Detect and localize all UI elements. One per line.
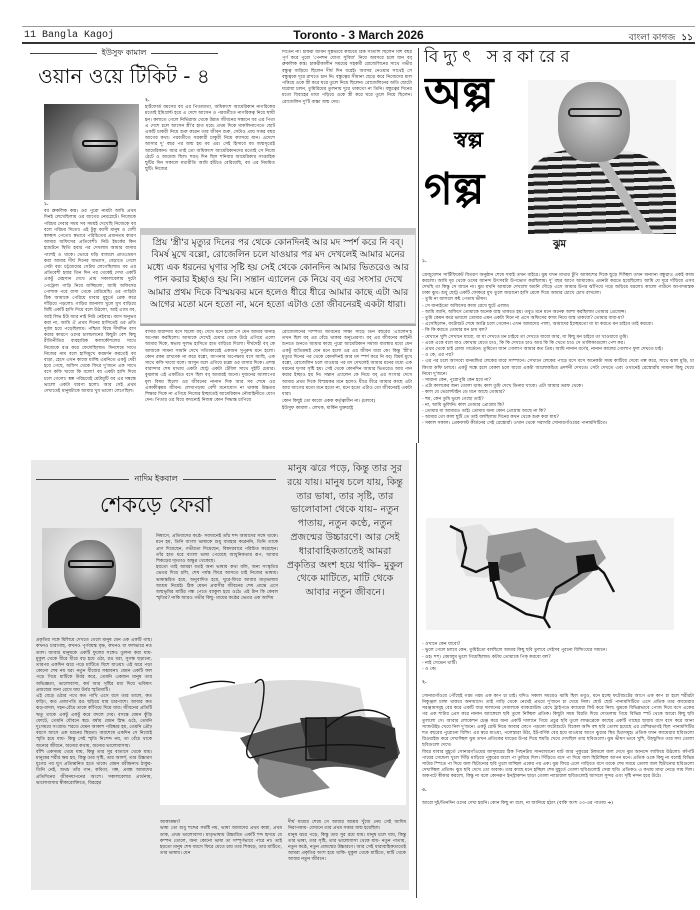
story3-column-d (288, 814, 406, 886)
section-number: ২. (145, 98, 150, 103)
story1-paragraph: বব ব্রুকলিক কন্ত্র। ওর পুরো নামটা আমি প্রথম দিনই লেখেছিলাম ওর ব্যাগের নেমপ্লেটে। নিজেকে পরিচয় দেবার সময় সব সময়ই দেখেছি নিজেকে বব বলে পরিচয় দিতো। এই টুকু বয়সী মানুষ ও বেশী স্বাচ্ছন্দ পেতো। স্বভাবে পরিচিতের প্রধানতম কারণ আমার অফিসের প্রতিবেশী। নিউ ইয়র্কের কিন হ্যামটনে স্থিতি হবার পর দেখলাম আমার বাসার পাশেই ও থাকে। ভোরে ঘড়ি বাজলে প্রাতঃভ্রমণ করা আমার দীর্ঘ দিনের অভ্যাস, বেড়াতে গেলে সেটা বরং চট্টগ্রামের সেটায় লেগেছিলাম। বব এর প্রতিবেশী হবার তিন দিন পর থেকেই দেখা একটি একটু মেহসান দেখে প্রায় সকালবেলায় দুটো পেট্রোল গাড়ি নিয়ে যাচ্ছিলো, আমি অফিসের পোশাক পরে বাসা থেকে বেরিয়েছি। ওর গাড়িটা ঠিক আমাকে পেরিয়ে যাবার মুহূর্তে ব্রেক করে দাঁড়িয়ে পড়লো। গাড়ির জানালা খুলে মুখ বাড়িয়ে মিষ্টি একটি হাসি দিয়ে বলে উঠলো, আই এ্যাম বব, আই লিভ ইউ আর নাই নিউ নেইবার। বয়স অনুভব করা না, আমি ঐ প্রথম দিনের হাসিতেই ওর প্রতি দুর্বল হয়ে পড়েছিলাম। পশ্চিমা বিশ্বে দীর্ঘদিন বাস করার কারণে ওদের চালচলনের কিছুটা বেশ কিছু রীতিনীতির ব্যবহারিক কলাকৌশলের সাথে নিজেকে রপ্ত করে ফেলেছিলাম। দিনশেষে সাথে নিজের নাম বলে হাসিমুখে করমর্দন করতেই বব বাড়া, হেসে এখন কাজে যাচ্ছি এমনিতে একটু দেরী হয়ে গেছে, অফিস থেকে ফিরে দু'জনে এক সাথে বসে কফি খাবো কি বলো! বব একটা হাসি দিয়ে চলে গেলো। স্বল্প পরিচয়েই মেটামুটি বব এর সম্বন্ধে ভালো একটা ধারণা হলো। আর সেই প্রথম দেখাতেই মানুষটাকে আমার খুব ভালো লেগেছিল। (44, 209, 136, 395)
story3-title: শেকড়ে ফেরা (99, 493, 213, 518)
rule-line (151, 53, 218, 54)
story3-paragraph: আকাঙ্ক্ষা? ভাষা তো শুধু শব্দের সমষ্টি নয়, ভাষা আমাদের প্রথম কান্না, প্রথম ডাক, প্রথম ভালোবাসা। মাতৃভাষায় উচ্চারিত একটি শব্দ হৃদয়ে যে কম্পন তোলে, অন্য কোনো ভাষা তা সম্পূর্ণভাবে পারে না। তাই হয়তো মানুষ শেষ বয়সে ফিরে যেতে চায় তার শিকড়ে, তার মাটিতে, তার ভাষায়। যেন (160, 820, 282, 857)
story3-side-quote: মানুষ ঝরে পড়ে, কিন্তু তার সুর রয়ে যায়। মানুষ চলে যায়, কিন্তু তার ভাষা, তার সৃষ্টি, তার ভালোবাসা থেকে যায়– নতুন পাতায়, নতুন কণ্ঠে, নতুন প্রজন্মের উচ্চারণে। আর সেই ধারাবাহিকতাতেই আমরা প্রকৃতির অংশ হয়ে থাকি– মুকুল থেকে মাটিতে, মাটি থেকে আবার নতুন জীবনে। (286, 463, 404, 599)
art-title-word: অল্প (424, 72, 494, 119)
story1-continued: কোন কিছুই তো কারো একক কর্তৃত্বাধীন না। (চলবে) (282, 399, 376, 405)
story2-paragraph: গ্রেজুয়েশন সার্টিফিকেট বিতরণ অনুষ্ঠান শেষে সবাই তখন বাইরে। ঝুম যখন মাথার টুপি আকাশের দিকে ছুড়ে দিচ্ছিল তখন অন্যান্য বন্ধুরাও একই কাজ করলো। আমি দূর থেকে ওদের আনন্দ উৎসবটা উপভোগ করছিলাম। দু' বছর আগে আমাকেও এমনটা করতে হয়েছিলো। আমি যে দূরে দাঁড়িয়ে এসব দেখছি তা কিন্তু সে জানে না। ঝুম যখনি আমাকে দেখলো অমনি দৌড়ে এসে আমার উপর ঝাঁপিয়ে পড়ে জড়িয়ে ধরলো। কালো গাউনে আপাদমস্তক ঢাকা ঝুম। শুধু ছোট্ট একটি ফোকরে মুখ তুলে জড়ানো হাসি মেলে দিয়ে আমার চোখে চোখ রাখলো। - তুমি না আসলে কষ্ট পেতাম ভীষণ। - সে জন্যইতো অফিসের কাজ রেখে ছুটে এলাম। - আমি জানি, অফিসে তোমাকে অনেক ব্যস্ত থাকতে হয়। তবুও মনে মনে অনেক আশা করছিলাম তোমার প্রেজেন্স। - তুমি কেমন করে ভাবলে তোমার এমন একটা দিনে না এসে অফিসের কাজ নিয়ে ব্যস্ত থাকবো? তোমার বাবা-মা? - এসেছিলেন, ফটোশুট শেষে আপ্পি চলে গেলেন। এখন আমাদের পালা, আমাদের ইচ্ছেমতো যা যা করতে মন চাইবে তাই করবো। - কি কি করতে তোমার মন চায় বল? - যেখানে খুশি সেখানে যাবো, যা যা দেখতে মন চাইবে তা দেখতে যাবো আর, যা কিছু মন চাইবে তা খাওয়াবে তুমি। - একে একে বলে যাও কোথায় যেতে চাও, কি কি দেখতে চাও আর কি কি খেতে চাও সে তালিকাগুলো পেশ কর। - প্রথম থেকে চাই রোজ গার্ডেনে। তুমিতো জান গোলাপ আমার কত প্রিয়। আমি নানান বর্ণের, নানান কালের গোলাপ ফুল দেখতে চাই। - ও কে, এর পর? - এর পর চলে আসবো ধানমন্ডির লেকের ধারে সাম্পানে। সেখানে লেকের পাড়ে বসে বসে অনেকটা সময় কাটিয়ে দেবো গল্প করে, সাথে ঝাল মুড়ি, চা কিংবা কফি চলবে। একটু সন্ধে হলে বেকল চলে যাবো একটা আলোকচিত্র প্রদর্শনী দেখতে। সেটা দেখতে এবং ওখানেই রেস্তোরাঁয় সামান্য কিছু খেয়ে নিবো দু'জনে। - সামান্য কেন, পুরোপুরি কেন হবে না? - এটা কালকের জন্য তোলা থাক। কাল তুমি দেখে ডিনার খাবো। এটা আমার তরফ থেকে। - কাল যে ভেলেন্টাইন ডে মনে আছে তোমার? - হুম, কেন তুমি ভুলে গেছো তাই? - না, আমি ভুলিনি। কাল তোমার প্রোগ্রাম কি? - তোমার যা আমারও তাই। তোমার অন্য কোন প্রোগ্রাম আছে না কি? - আমার তো কাল ছুটি তে তাই বলছিলাম দিনের কখন থেকে শুরু করা যায়? - সকাল সকাল। প্রেকফাস্ট কীর্তনের সেই রেস্তোরাঁ। ওখান থেকে সরাসরি সোনারগাঁওয়ের পানামসিটিতে। (422, 272, 694, 427)
page-number: ১১ (681, 33, 693, 43)
rule-line (30, 53, 97, 54)
story2-title: ঝুম (552, 239, 567, 250)
story1-paragraph: রোজেলিনের দাম্পত্য জীবনের সাক্ষী সাড়ে তিন বছরের 'এ্যালেন'ই তখন ছিল বব্‌ এর বেঁচে থাকার অনুপ্রেরণা। বব্‌ এর জীবনের কাহিনী শুনতে শুনতে আমার কাছে পুরো আমেরিকান সমাজ ব্যবস্থার মধ্যে যেন একটু ব্যতিক্রমই যেন মনে হলো ওর এর জীবন ধারা কে। কিন্তু 'স্ত্রী'র মৃত্যুর দিনের পর থেকে কোনদিনই আর মদ স্পর্শ করে নি বব্‌। বিমর্ষ মুখে বল্লো, রোজেলিন চলে যাওয়ার পর মদ দেখলেই আমার মনের মধ্যে এক ধরনের ঘৃণার সৃষ্টি হয়। সেই থেকে কোনদিন আমার ভিতরেও আর পান করার ইচ্ছাও হয় নি। সন্তান এ্যালেন কে নিয়ে বব্‌ এর সংসার দেখে আমার প্রথম দিকে বিস্ময়কর মনে হলেও ধীরে ধীরে আমার কাছে এটা আর আগের মতো মনে হতো না, মনে হতো এটাও তো জীবনেরই একটা ধারা। (282, 330, 412, 398)
story1-column-3 (282, 50, 412, 224)
story2-paragraph: সোনারগাঁওয়ে পৌঁছেই গরম গরম এক কাপ চা চাই। যদিও সকাল সময়েও ঝামি ছিল তবুও, মনে হচ্ছে ফটোশুটের আগে এক কাপ চা হলে শরীরটা নিকুঞ্জল চাঙ্গা থাকবে অনায়াসে। তাই গাড়ি থেকে নেমেই প্রথমে দু'জনে চা খেয়ে নিল। ছোট ছোট পানামসিটিতে এসে প্রতিক তার ক্যামেরার সরঞ্জামসমূহ বের করে একটি জড় দালানের দেয়ালকে ব্যাকগ্রাউন্ড রেখে ট্রাইপডে ক্যামেরা ফিট করে নিল। ঝুমকে বিভিন্নভাবে পোজ দিয়ে বসে একের পর এক শাটার প্রেস করে নানান অ্যাঙ্গেলে ছবি তুলে নিচ্ছিল প্রতিক। কিছুটা সময় বিরতি দিয়ে দোতলায় গিয়ে বিভিন্ন স্পট থেকে আরো কিছু ছবি তুললো সে। আবার লোকেশন চেঞ্জ করে অন্য একটি দালানে গিয়ে প্রচুর ছবি তুলে লাঞ্চব্রেকে কাছের একটি গাছের ছায়ায় বসে বসে করে আনা স্যান্ডউইচ খেয়ে নিল দু'জনে। একটু রেস্ট নিয়ে আবার লেগে পড়লো ফটোশুটে। বিকেল অব্দি বহু ছবি তোলা হয়েছে এর বেশিরভাগই ছিল পানামসিটির শত বছরের পুরোনো বিল্ডিং এর স্বরে যাওয়া, পলেস্তারা উঠা, ইট-বর্ণিক বের হয়ে যাওয়ার আগে ঝুমের স্থির চিত্রসমূহ। প্রতিক যখন ক্যামেরার ছবিগুলো রিওয়াইন্ড করে দেখাচ্ছিল ঝুম তখন প্রতিকের ঘাড়ের উপর দিয়ে হুমড়ি খেয়ে দেখছিল তার ছবিগুলো। ঝুম ভীষণ ভাবে খুশি, উচ্ছ্বসিত তার সদ্য তোলা ছবিগুলো দেখে। ফিরে যাবার মুহূর্তে সোনারগাঁওয়ের জাদুঘরের ঠিক পিছনটায় সানবাধানো ঘাট আর পুকুরের টলমলে জল দেখে ঝুম আনন্দে লাফিয়ে উঠলো। কাঁপটি পায়ের সেন্ডেল খুলে সিঁড়ি মাড়িয়ে পুকুরের জলে পা ডুবিয়ে দিল। সিঁড়িতে বসে পা দিয়ে জল ছিটাচ্ছিল আপন মনে। প্রতিক ওকে কিছু না বলেই বিভিন্ন সাটার স্পিডে পা দিয়ে জল ছিটানোর ছবি তুলে যাচ্ছিল একের পর এক। ঝুম ফিরে এলে গাড়িতে বসে তাকে শেষ সময়ে তোলা জল ছিটানোর ছবিগুলো দেখাচ্ছিল প্রতিক। ঝুম ছবি দেখে তো অবাক। তার কাছে মনে হচ্ছিল শেষ মুহূর্তে তোলা ছবিগুলোই সেরা ছবি। প্রতিকও এ কথায় মাথা নেড়ে সায় দিল। অকপটে স্বীকার করলো, কিন্তু না বলে কোনরূপ ইনস্ট্রাকশন ছাড়া তোলা ন্যাচারাল ছবিগুলোই আসলে সুন্দর এবং দৃষ্টি নন্দন হয়ে উঠে। (422, 693, 694, 780)
story1-author: ইউসুফ কামাল (101, 48, 147, 57)
story2-paragraph: - ওখানে কেন যাবো? - ভুলে গেলে চলবে কেন, তুমিইতো বলছিলে আমার কিছু ছবি তুলবে সেইসব পুরনো বিল্ডিংয়ের সামনে। - ওহ। শশ্‌। বেমালুম ভুলে গিয়েছিলাম। কটায় তোমাকে পিক্‌ করবো বল? - নাই সেভেন থার্টি। - ও কে। (422, 642, 607, 673)
column-divider (416, 443, 417, 898)
publication-name: 11 Bangla Kagoj (24, 30, 115, 41)
story3-byline (36, 474, 276, 484)
story1-title: ওয়ান ওয়ে টিকিট - ৪ (38, 64, 210, 88)
map-illustration (426, 518, 674, 630)
illustration-brush-art (160, 658, 406, 805)
story2-byline: বিদ্যুৎ সরকারের (424, 47, 575, 67)
story1-pullquote: প্রিয় 'স্ত্রী'র মৃত্যুর দিনের পর থেকে কোনদিনই আর মদ স্পর্শ করে নি বব্‌। বিমর্ষ মুখে বল্লো, রোজেলিন চলে যাওয়ার পর মদ দেখলেই আমার মনের মধ্যে এক ধরনের ঘৃণার সৃষ্টি হয় সেই থেকে কোনদিন আমার ভিতরেও আর পান করার ইচ্ছাও হয় নি। সন্তান এ্যালেন কে নিয়ে বব্‌ এর সংসার দেখে আমার প্রথম দিকে বিস্ময়কর মনে হলেও ধীরে ধীরে আমার কাছে এটা আর আগের মতো মনে হতো না, মনে হতো এটাও তো জীবনেরই একটা ধারা। (140, 228, 416, 326)
story3-paragraph: প্রকৃতির সঙ্গে মিলিয়ে দেখতে গেলে মানুষ যেন এক একটি গাছ। কখনও চারাগাছ, কখনও পূর্ণবয়স্ক বৃক্ষ, কখনও বা ফলভারে নত ডাল। আবার মানুষকে একটি ফুলের সঙ্গেও তুলনা করা যায়- মুকুল থেকে ধীরে ধীরে বড় হয়ে ওঠা, রঙ ধরা, সুগন্ধ ছড়ানো, তারপর একদিন ঝরে পড়ে মাটিতে মিশে যাওয়া। এই ঝরে পড়া কোনো শেষ নয় বরং নতুন বীজের সম্ভাবনা। যেমন একটি ফল পড়ে গিয়ে মাটিকে উর্বর করে, তেমনি একজন মানুষ তার অভিজ্ঞতা, ভালোবাসা, কর্ম আর সৃষ্টির মধ্য দিয়ে ভবিষ্যৎ প্রজন্মের জন্য রেখে যায় উর্বর স্মৃতিমাটি। এই বেড়ে ওঠার পথে কত পাখি এসে বসে তার ডালে, কত ফড়িং, কত প্রজাপতি রঙ ছড়িয়ে যায় চারপাশে। আবার কত ঝড়-বাদল, দহন-রৌদ্র তাকে কাঁপিয়ে দিয়ে যায়। জীবনের প্রতিটি ঋতু তাকে একটু একটু করে বদলে দেয়। বসন্তে যেমন কুঁড়ি ফোটে, তেমনি যৌবনে স্বপ্ন। বর্ষায় যেমন স্নিগ্ধ ওঠে, তেমনি দুঃসময়ে সংগ্রাম। শরতে যেমন আকাশ পরিষ্কার হয়, তেমনি প্রৌঢ় বয়সে আসে এক ধরনের স্থিরতা। অবশেষে একদিন সে নিজেই স্মৃতি হয়ে যায়- কিন্তু সেই স্মৃতি নিঃশব্দ নয়, তা বেঁচে থাকে অন্যের জীবনে, অন্যের কথায়, অন্যের ভালোবাসায়। বাঁশি একসময় থেমে যায়, কিন্তু তার সুর বাতাসে থেকে যায়। মানুষের শরীর ক্ষয় হয়, কিন্তু তার সৃষ্টি, তার আদর্শ, তার উচ্চারণ যুগের পর যুগ প্রতিধ্বনিত হতে থাকে। যেমন রবীন্দ্রনাথ ঠাকুর- তিনি নেই, অথচ তাঁর গান, কবিতা, গল্প, প্রবন্ধ আমাদের প্রতিদিনের জীবনযাপনের অংশে। সকালবেলার প্রার্থনায়, ভালোবাসার স্বীকারোক্তিতে, বিরহের (36, 638, 152, 786)
story3-column-c (160, 814, 282, 886)
story3-column-a (156, 528, 278, 654)
story1-column-1 (44, 202, 136, 439)
story2-text-2 (422, 636, 694, 898)
page-header (22, 26, 695, 44)
story1-author-note: ইউসুফ কামাল : লেখক, মার্কিন যুক্তরাষ্ট্র (282, 406, 354, 412)
story2-text-1 (422, 253, 694, 513)
art-title-word: স্বল্প (454, 128, 484, 153)
publication-name-bangla: বাংলা কাগজ (628, 33, 676, 43)
column-divider (418, 48, 419, 443)
section-number: ১. (422, 259, 427, 265)
story1-byline (30, 48, 218, 58)
story1-column-4 (145, 330, 275, 440)
illustration-map (426, 518, 674, 630)
page-number-block (629, 30, 693, 45)
story1-paragraph: দিতেন না। চাকরী জীবন সুষ্ঠভাবে কাটিয়ে ঠিক সাতাশি ছিলেন বিশ বছর পূর্ণ করে পুরো 'পেনশন যোগ্য সুবিধা' নিয়ে অবসরে চলে যান বব্‌ ব্রুকলিক কন্ত্র। চাকরীকালীন সময়ের সহকর্মী রোজেলিনের সাথে গভীর বন্ধুত্ব জড়িয়ে ছিলেন দীর্ঘ দিন ধরেই। অবসর নেওয়ার সাথেই সে বন্ধুত্বকে দূরে রাখতে চান নি। বন্ধুত্বের সীমানা ছেড়ে করে নিজেদের মাল পত্তিয়ে ওকে স্ত্রী করে ঘরে তুলে নিয়ে ছিলেন। রোজেলিনের অতি ছোটো ঘরোয়া চলন, তুমিরিমের তুলনায় দুরে থাকতো না তিনি। বন্ধুত্বের দিনের মতো বিবাহের মায়া পড়িয়ে ওকে স্ত্রী করে ঘরে তুলে নিয়ে ছিলেন। রোজেলিন দু'টি বাচ্চা জন্ম দেয়। (282, 50, 412, 105)
story2-continuation: আরো দুই/তিনদিন ওদের দেখা হয়নি। কোন কিছু না বলে, না জানিয়ে হঠাৎ (বাকি অংশ ৩৩-এর পাতায় ➜) (422, 801, 613, 807)
story1-paragraph: বাসার বারান্দায় বসে ছিলো বব্‌। দেখে মনে হলো সে যেন আমার জন্যই অপেক্ষা করছিলো। আমাকে দেখেই চেয়ার থেকে উঠে এগিয়ে এলো আমার দিকে, স্বভাব সুলভ হাসিতে হাত বাড়িয়ে দিলো। দীর্ঘদেহী বব্‌ কে আজকে সামনা সামনি দেখে সত্যিকারেই একজন সুপুরুষ মনে হলো। কোন রকম রাখঢাক না করে বল্লো, আপনার অপেক্ষায় বসে আছি, এক সাথে কফি খাবো বলে। আসুন বলে এগিয়ে চল্লো ওর বাসার দিকে। প্রশস্ত বারান্দার শেষ মাথায় একটা ছোট্ট একটা টেবিল সাথে দুইটি চেয়ার। বুঝলাম এই একটিতে বসে ছিল বব্‌ আমারই জন্যে। দুজনের আলাপের মূল বিষয় ছিলো ওর জীবনের নানান দিক আর সব শেষে ওর একাকীত্বময় জীবন। লেখাপড়ায় বেশী মনোযোগ না থাকায় উচ্চতর শিক্ষার দিকে না এগিয়ে নিজের ইচ্ছাতেই আমেরিকান নৌবাহিনীতে যোগ দেন। পিতার ওর বিয়ে কখনোই নিজস্ব কোন সিদ্ধান্ত চাপিয়ে (145, 330, 275, 404)
story1-column-5 (282, 330, 412, 442)
story3-author: নাদিম ইকবাল (134, 474, 178, 483)
story3-column-b (36, 632, 152, 882)
section-number: ৩. (422, 787, 427, 793)
story3-paragraph: দীর্ঘ যাত্রার শেষে সে আবার আশ্রয় খুঁজে নেয় সেই আদিম নিরাপত্তায়- যেখানে তার প্রথম সত্তার জন্ম হয়েছিল। মানুষ ঝরে পড়ে, কিন্তু তার সুর রয়ে যায়। মানুষ চলে যায়, কিন্তু তার ভাষা, তার সৃষ্টি, তার ভালোবাসা থেকে যায়- নতুন পাতায়, নতুন কণ্ঠে, নতুন প্রজন্মের উচ্চারণে। আর সেই ধারাবাহিকতাতেই আমরা প্রকৃতির অংশ হয়ে থাকি- মুকুল থেকে মাটিতে, মাটি থেকে আবার নতুন জীবনে। (288, 820, 406, 863)
author-photo-nadim-iqbal (42, 528, 142, 628)
story3-paragraph: নিশ্বাসে, প্রতিবাদের কণ্ঠে- সবখানেই তাঁর শব্দ আমাদের সঙ্গে থাকে। মনে হয়, তিনি বাংলা ভাষাকে শুধু ব্যবহার করেননি, তিনি তাকে প্রাণ দিয়েছেন, গভীরতা দিয়েছেন, বিশ্বদরবারে পরিচিত করেছেন। তাঁর হাত ধরে বাংলা ভাষা পেয়েছে আধুনিকতার রূপ, আবার শিকড়ের দৃঢ়তাও অক্ষুণ্ণ থেকেছে। হয়তো তাই আমরা যতই অন্য ভাষায় কথা বলি, অন্য সংস্কৃতির ভেতর দিয়ে চলি, শেষ পর্যন্ত ফিরে আসতে চাই নিজের ভাষায়। ভাষান্তরিত হয়ে, অনুবাদিত হয়ে, ঘুরে-ফিরে আবার মাতৃভাষায় আশ্রয় নিয়েই। ঠিক যেমন প্রবাসীর জীবনের শেষ প্রান্তে এসে জন্মভূমির মাটির গন্ধ পেতে ব্যাকুল হয়ে ওঠে। এই টান কি কেবল স্মৃতির? নাকি আরও গভীর কিছু- মায়ের কণ্ঠের ভেতর এক আদিম (156, 534, 278, 602)
section-number: ২. (422, 680, 427, 686)
dateline: Toronto - 3 March 2026 (293, 28, 424, 42)
art-title-word: গল্প (424, 164, 485, 215)
section-number: ১. (44, 202, 49, 207)
story2-art-title (424, 72, 528, 234)
rule-line (36, 479, 129, 480)
author-photo-bidyut-sarkar (528, 80, 676, 234)
abstract-brush-illustration (160, 658, 406, 805)
author-photo-yusuf-kamal (44, 104, 139, 200)
rule-line (183, 479, 276, 480)
story1-paragraph: হার্টফোর্ড বয়সের বব এর পিতামাতা, অধিকাংশ আমেরিকান নাগরিকের মতোই ইমিগ্রান্ট হয়ে এ দেশে আসেন ও পরবর্তীতে নাগরিকত্ব নিয়ে স্থায়ী হন। কলাতে গেলে নির্ভিরাজ থেকে উন্নত জীবনের সন্ধানে বব এর পিতা এ দেশে চলে আসেন স্ত্রী'র হাত ধরে। প্রথম দিকে মাকলিনাগেতে ছোট একটি চাকরী নিয়ে শুরু করেন তার জীবন শুরু, সেটাও প্রায় সত্তর বছর আগের কথা। পরবর্তীতে সরকারী চাকুরী নিয়ে ক্যাসয়ে যান। এদেশে আসার দু' বছর পর জন্ম হয় বব এর। সেই হিসাবে বব জন্মসূত্রেই আমেরিকান। আর তাই তো অধিকাংশ আমেরিকানদের মতোই সে নিজে ঠেটে ও আমেজ ছিল। শরত্‌ দিন ছিল শনিবার আমেরিকার সাপ্তাহিক ছুটির দিন সকালে যথারীতি আমি হাঁটতে বেরিয়েছি, বব এর নিয়মিত ছুটি। নিজের (145, 105, 275, 173)
story1-column-2 (145, 98, 275, 224)
